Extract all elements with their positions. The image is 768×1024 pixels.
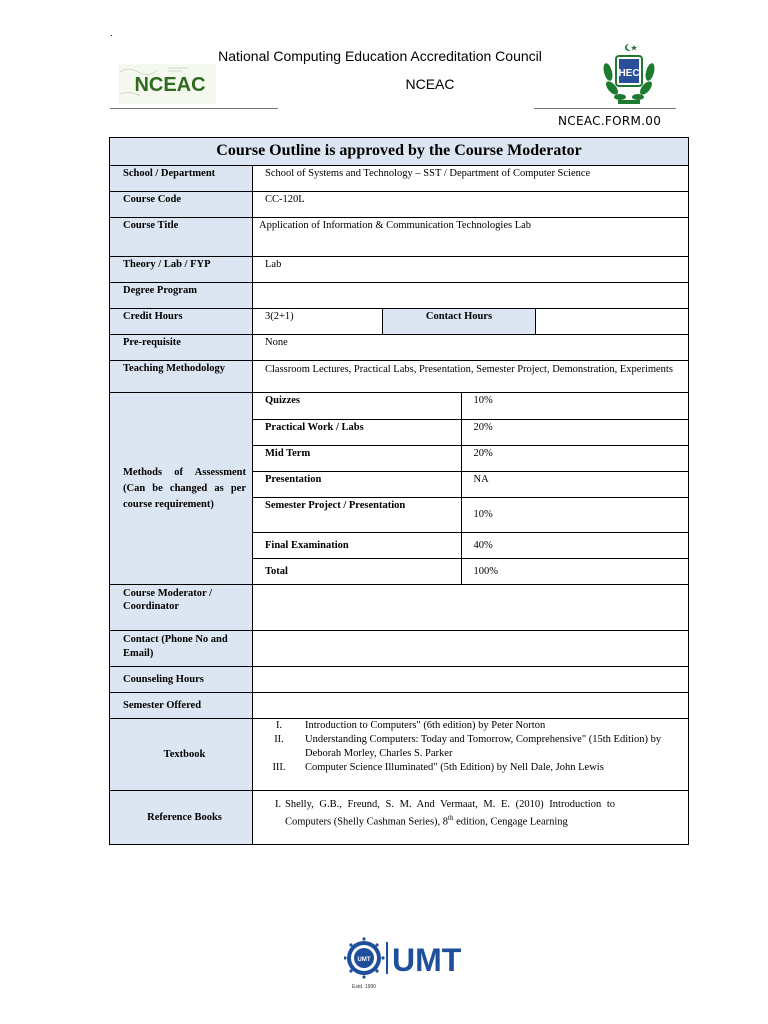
- umt-wordmark: UMT: [392, 942, 462, 978]
- reference-superscript: th: [448, 813, 454, 822]
- assessment-name: Quizzes: [253, 393, 461, 419]
- label-degree-program: Degree Program: [110, 283, 253, 309]
- label-school-department: School / Department: [110, 166, 253, 192]
- label-contact-hours: Contact Hours: [383, 309, 536, 335]
- assessment-weight: 10%: [461, 393, 688, 419]
- svg-text:HEC: HEC: [618, 68, 640, 79]
- value-credit-hours: 3(2+1): [253, 309, 383, 335]
- reference-number: I.: [275, 799, 282, 810]
- assessment-name: Presentation: [253, 471, 461, 497]
- label-course-moderator: Course Moderator / Coordinator: [110, 585, 253, 631]
- assessment-name: Total: [253, 558, 461, 584]
- header-rule-right: [534, 108, 676, 109]
- label-reference-books: Reference Books: [110, 791, 253, 845]
- list-item-text: Understanding Computers: Today and Tomorrow, Comprehensive" (15th Edition) by Deborah Morley, Charles S. Parker: [305, 734, 662, 759]
- value-contact-hours: [536, 309, 689, 335]
- list-item-text: Computer Science Illuminated" (5th Edition) by Nell Dale, John Lewis: [305, 762, 604, 773]
- hec-logo: [598, 40, 660, 106]
- label-methods-of-assessment: Methods of Assessment (Can be changed as per course requirement): [110, 393, 253, 585]
- label-course-code: Course Code: [110, 192, 253, 218]
- label-course-title: Course Title: [110, 218, 253, 257]
- assessment-table: [253, 393, 688, 584]
- list-item-number: I.: [275, 720, 283, 731]
- value-degree-program: [253, 283, 689, 309]
- assessment-row: [253, 445, 688, 471]
- reference-books-cell: [253, 791, 689, 845]
- label-textbook: Textbook: [110, 719, 253, 791]
- reference-text-end: edition, Cengage Learning: [453, 816, 568, 827]
- assessment-weight: 100%: [473, 565, 498, 577]
- value-teaching-methodology: Classroom Lectures, Practical Labs, Presentation, Semester Project, Demonstration, Experiments: [253, 361, 689, 393]
- value-course-moderator: [253, 585, 689, 631]
- list-item-number: II.: [274, 734, 284, 745]
- form-number: NCEAC.FORM.00: [558, 114, 662, 128]
- reference-text: [285, 799, 615, 829]
- org-abbr: NCEAC: [405, 76, 455, 92]
- reference-text-main: Shelly, G.B., Freund, S. M. And Vermaat, M. E. (2010) Introduction to Computers (Shelly Cashman Series), 8: [285, 799, 615, 827]
- value-theory-lab-fyp: Lab: [253, 257, 689, 283]
- value-school-department: School of Systems and Technology – SST / Department of Computer Science: [253, 166, 689, 192]
- label-teaching-methodology: Teaching Methodology: [110, 361, 253, 393]
- list-item-number: III.: [272, 762, 286, 773]
- assessment-row: [253, 471, 688, 497]
- org-name: National Computing Education Accreditation Council: [218, 48, 542, 64]
- list-item: [253, 733, 682, 761]
- assessment-weight: 10%: [461, 497, 688, 532]
- value-contact: [253, 631, 689, 667]
- list-item-text: Introduction to Computers" (6th edition) by Peter Norton: [305, 720, 546, 731]
- label-credit-hours: Credit Hours: [110, 309, 253, 335]
- value-course-title: Application of Information & Communication Technologies Lab: [253, 218, 689, 257]
- reference-item: [275, 793, 615, 829]
- assessment-row: [253, 419, 688, 445]
- label-counseling-hours: Counseling Hours: [110, 667, 253, 693]
- value-counseling-hours: [253, 667, 689, 693]
- assessment-name: Practical Work / Labs: [253, 419, 461, 445]
- nceac-logo-text: NCEAC: [134, 74, 206, 96]
- assessment-weight: NA: [461, 471, 688, 497]
- assessment-row: [253, 393, 688, 419]
- label-contact: Contact (Phone No and Email): [110, 631, 253, 667]
- assessment-row: [253, 532, 688, 558]
- label-semester-offered: Semester Offered: [110, 693, 253, 719]
- value-prerequisite: None: [253, 335, 689, 361]
- textbook-cell: [253, 719, 689, 791]
- assessment-row: [253, 497, 688, 532]
- assessment-name: Semester Project / Presentation: [253, 497, 461, 532]
- list-item: [253, 719, 682, 733]
- umt-estd: Estd. 1990: [352, 984, 376, 990]
- assessment-weight: 20%: [461, 445, 688, 471]
- value-semester-offered: [253, 693, 689, 719]
- assessment-weight: 20%: [461, 419, 688, 445]
- list-item: [253, 761, 682, 775]
- textbook-list: [253, 719, 682, 775]
- table-title: Course Outline is approved by the Course Moderator: [110, 138, 689, 166]
- value-course-code: CC-120L: [253, 192, 689, 218]
- header-dot: .: [110, 28, 113, 39]
- assessment-name: Mid Term: [253, 445, 461, 471]
- label-prerequisite: Pre-requisite: [110, 335, 253, 361]
- header-rule-left: [110, 108, 278, 109]
- label-theory-lab-fyp: Theory / Lab / FYP: [110, 257, 253, 283]
- assessment-row: [253, 558, 688, 584]
- umt-logo: [344, 936, 470, 990]
- assessment-weight: 40%: [461, 532, 688, 558]
- course-outline-table: [109, 137, 689, 845]
- assessment-name: Final Examination: [253, 532, 461, 558]
- assessment-cell: [253, 393, 689, 585]
- umt-seal-text: UMT: [357, 957, 371, 963]
